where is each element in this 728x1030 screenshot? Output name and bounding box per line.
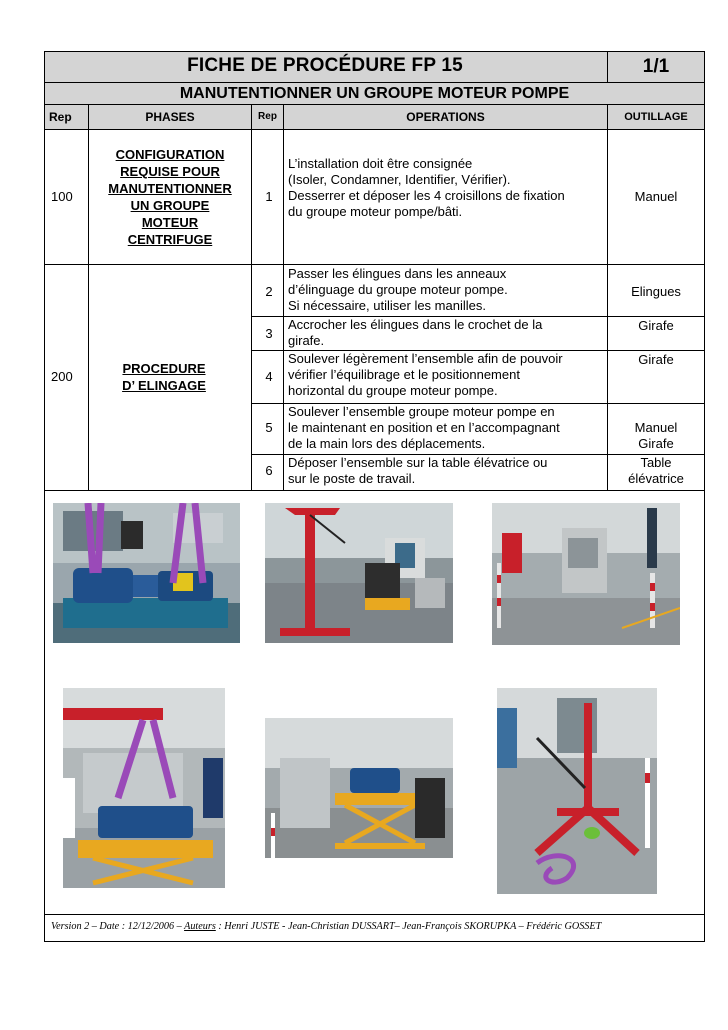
title-row [45, 52, 704, 83]
operation-rep-1: 1 [265, 189, 273, 204]
page-number: 1/1 [607, 52, 704, 82]
column-header-row [45, 105, 704, 130]
col-rep: Rep [45, 105, 89, 129]
operation-6-tool: Table élévatrice [628, 455, 684, 486]
sheet-subtitle: MANUTENTIONNER UN GROUPE MOTEUR POMPE [45, 83, 704, 105]
operation-5-text: Soulever l’ensemble groupe moteur pompe en le maintenant en position et en l’accompagnant de la main lors des déplacements. [288, 404, 560, 451]
phase-rep-100: 100 [51, 189, 73, 204]
phase-label-configuration: CONFIGURATION REQUISE POUR MANUTENTIONNER UN GROUPE MOTEUR CENTRIFUGE [108, 147, 232, 247]
col-rep-operation: Rep [252, 105, 284, 129]
operation-4-text: Soulever légèrement l’ensemble afin de pouvoir vérifier l’équilibrage et le positionnement horizontal du groupe moteur pompe. [288, 351, 563, 398]
phase-label-elingage: PROCEDURE D’ ELINGAGE [122, 361, 206, 393]
operation-2-tool: Elingues [631, 284, 681, 299]
operation-3-text: Accrocher les élingues dans le crochet de la girafe. [288, 317, 543, 348]
operation-rep-5: 5 [265, 420, 273, 435]
col-phases: PHASES [89, 105, 252, 129]
photo-pump-lift [63, 688, 225, 888]
operation-5-tool: Manuel Girafe [634, 420, 678, 451]
operation-rep-4: 4 [265, 369, 273, 384]
photo-pump-slings [53, 503, 240, 643]
phase-rep-200: 200 [51, 369, 73, 384]
procedure-sheet [44, 51, 705, 942]
col-outillage: OUTILLAGE [624, 111, 688, 123]
sheet-title: FICHE DE PROCÉDURE FP 15 [187, 55, 463, 76]
photo-lift-table [265, 718, 453, 858]
operation-rep-3: 3 [265, 326, 273, 341]
photo-workstation-posts [492, 503, 680, 645]
photo-girafe-crane [265, 503, 453, 643]
footer-credits: Version 2 – Date : 12/12/2006 – Auteurs : Henri JUSTE - Jean-Christian DUSSART– Jean-François SKORUPKA – Frédéric GOSSET [51, 921, 602, 932]
photo-girafe-slings-floor [497, 688, 657, 894]
operation-1-tool: Manuel [634, 189, 678, 204]
operation-1-text: L’installation doit être consignée (Isoler, Condamner, Identifier, Vérifier). Desserrer et déposer les 4 croisillons de fixation du groupe moteur pompe/bâti. [288, 156, 565, 219]
col-operations: OPERATIONS [284, 105, 608, 129]
operation-rep-6: 6 [265, 463, 273, 478]
operation-6-text: Déposer l’ensemble sur la table élévatrice ou sur le poste de travail. [288, 455, 548, 486]
operation-rep-2: 2 [265, 284, 273, 299]
operation-4-tool: Girafe [638, 352, 674, 367]
operation-2-text: Passer les élingues dans les anneaux d’élinguage du groupe moteur pompe. Si nécessaire, utiliser les manilles. [288, 266, 508, 313]
operation-3-tool: Girafe [638, 318, 674, 333]
